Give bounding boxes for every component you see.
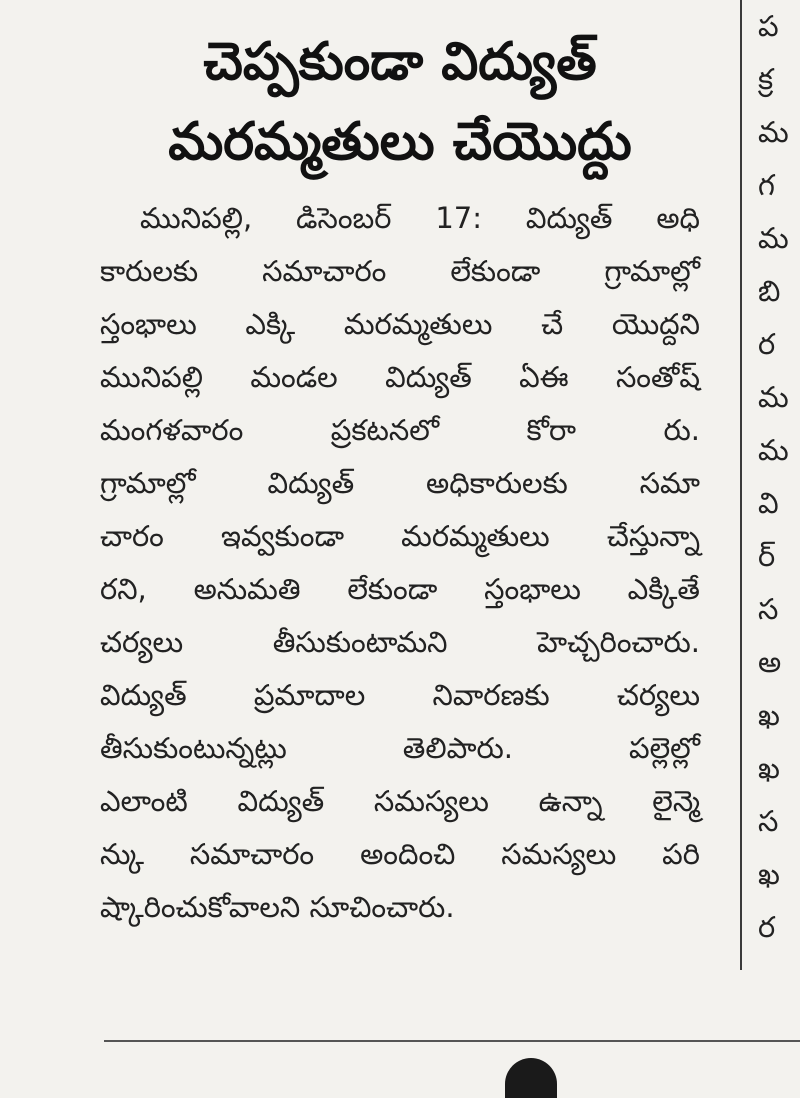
adjacent-column-char: ర <box>758 327 776 361</box>
body-line: మునిపల్లి, డిసెంబర్ 17: విద్యుత్ అధి <box>140 201 700 235</box>
adjacent-column-char: ఖ <box>758 698 780 732</box>
adjacent-column-char: మ <box>758 380 789 414</box>
article-body <box>100 192 700 934</box>
adjacent-column-char: మ <box>758 221 789 255</box>
adjacent-column-char: ప <box>758 9 779 43</box>
body-line: చర్యలు తీసుకుంటామని హెచ్చరించారు. <box>100 625 700 659</box>
adjacent-column-char: గ <box>758 168 775 202</box>
adjacent-column-char: స <box>758 592 779 626</box>
body-line: రని, అనుమతి లేకుండా స్తంభాలు ఎక్కితే <box>100 572 700 606</box>
adjacent-column-char: బి <box>758 274 781 308</box>
headline-line-2: మరమ్మతులు చేయొద్దు <box>168 112 632 172</box>
adjacent-column-char: అ <box>758 645 782 679</box>
adjacent-column-char: వి <box>758 486 779 520</box>
adjacent-column-char: స <box>758 804 779 838</box>
adjacent-column-char: ఖ <box>758 857 780 891</box>
body-line: చారం ఇవ్వకుండా మరమ్మతులు చేస్తున్నా <box>100 519 700 553</box>
body-line: మునిపల్లి మండల విద్యుత్ ఏఈ సంతోష్ <box>100 360 700 394</box>
body-line: గ్రామాల్లో విద్యుత్ అధికారులకు సమా <box>100 466 700 500</box>
body-line: మంగళవారం ప్రకటనలో కోరా రు. <box>100 413 700 447</box>
bottom-rule <box>104 1040 800 1042</box>
adjacent-column-char: ర <box>758 910 776 944</box>
body-line: స్తంభాలు ఎక్కి మరమ్మతులు చే యొద్దని <box>100 307 700 341</box>
body-line: తీసుకుంటున్నట్లు తెలిపారు. పల్లెల్లో <box>100 731 700 765</box>
adjacent-column-char: మ <box>758 115 789 149</box>
next-article-glyph-fragment <box>505 1058 557 1098</box>
body-line: న్కు సమాచారం అందించి సమస్యలు పరి <box>100 837 700 871</box>
adjacent-column-char: ర్ <box>758 539 776 573</box>
article-headline <box>100 22 700 182</box>
news-article <box>100 22 700 934</box>
adjacent-column-char: క్ర <box>758 62 774 96</box>
adjacent-column-fragment <box>752 0 800 1000</box>
headline-line-1: చెప్పకుండా విద్యుత్ <box>203 32 597 92</box>
adjacent-column-char: ఖ <box>758 751 780 785</box>
body-line: కారులకు సమాచారం లేకుండా గ్రామాల్లో <box>100 254 700 288</box>
adjacent-column-char: మ <box>758 433 789 467</box>
body-line: ఎలాంటి విద్యుత్ సమస్యలు ఉన్నా లైన్మె <box>100 784 700 818</box>
body-line: ష్కారించుకోవాలని సూచించారు. <box>100 890 455 924</box>
body-line: విద్యుత్ ప్రమాదాల నివారణకు చర్యలు <box>100 678 700 712</box>
column-divider <box>740 0 742 970</box>
